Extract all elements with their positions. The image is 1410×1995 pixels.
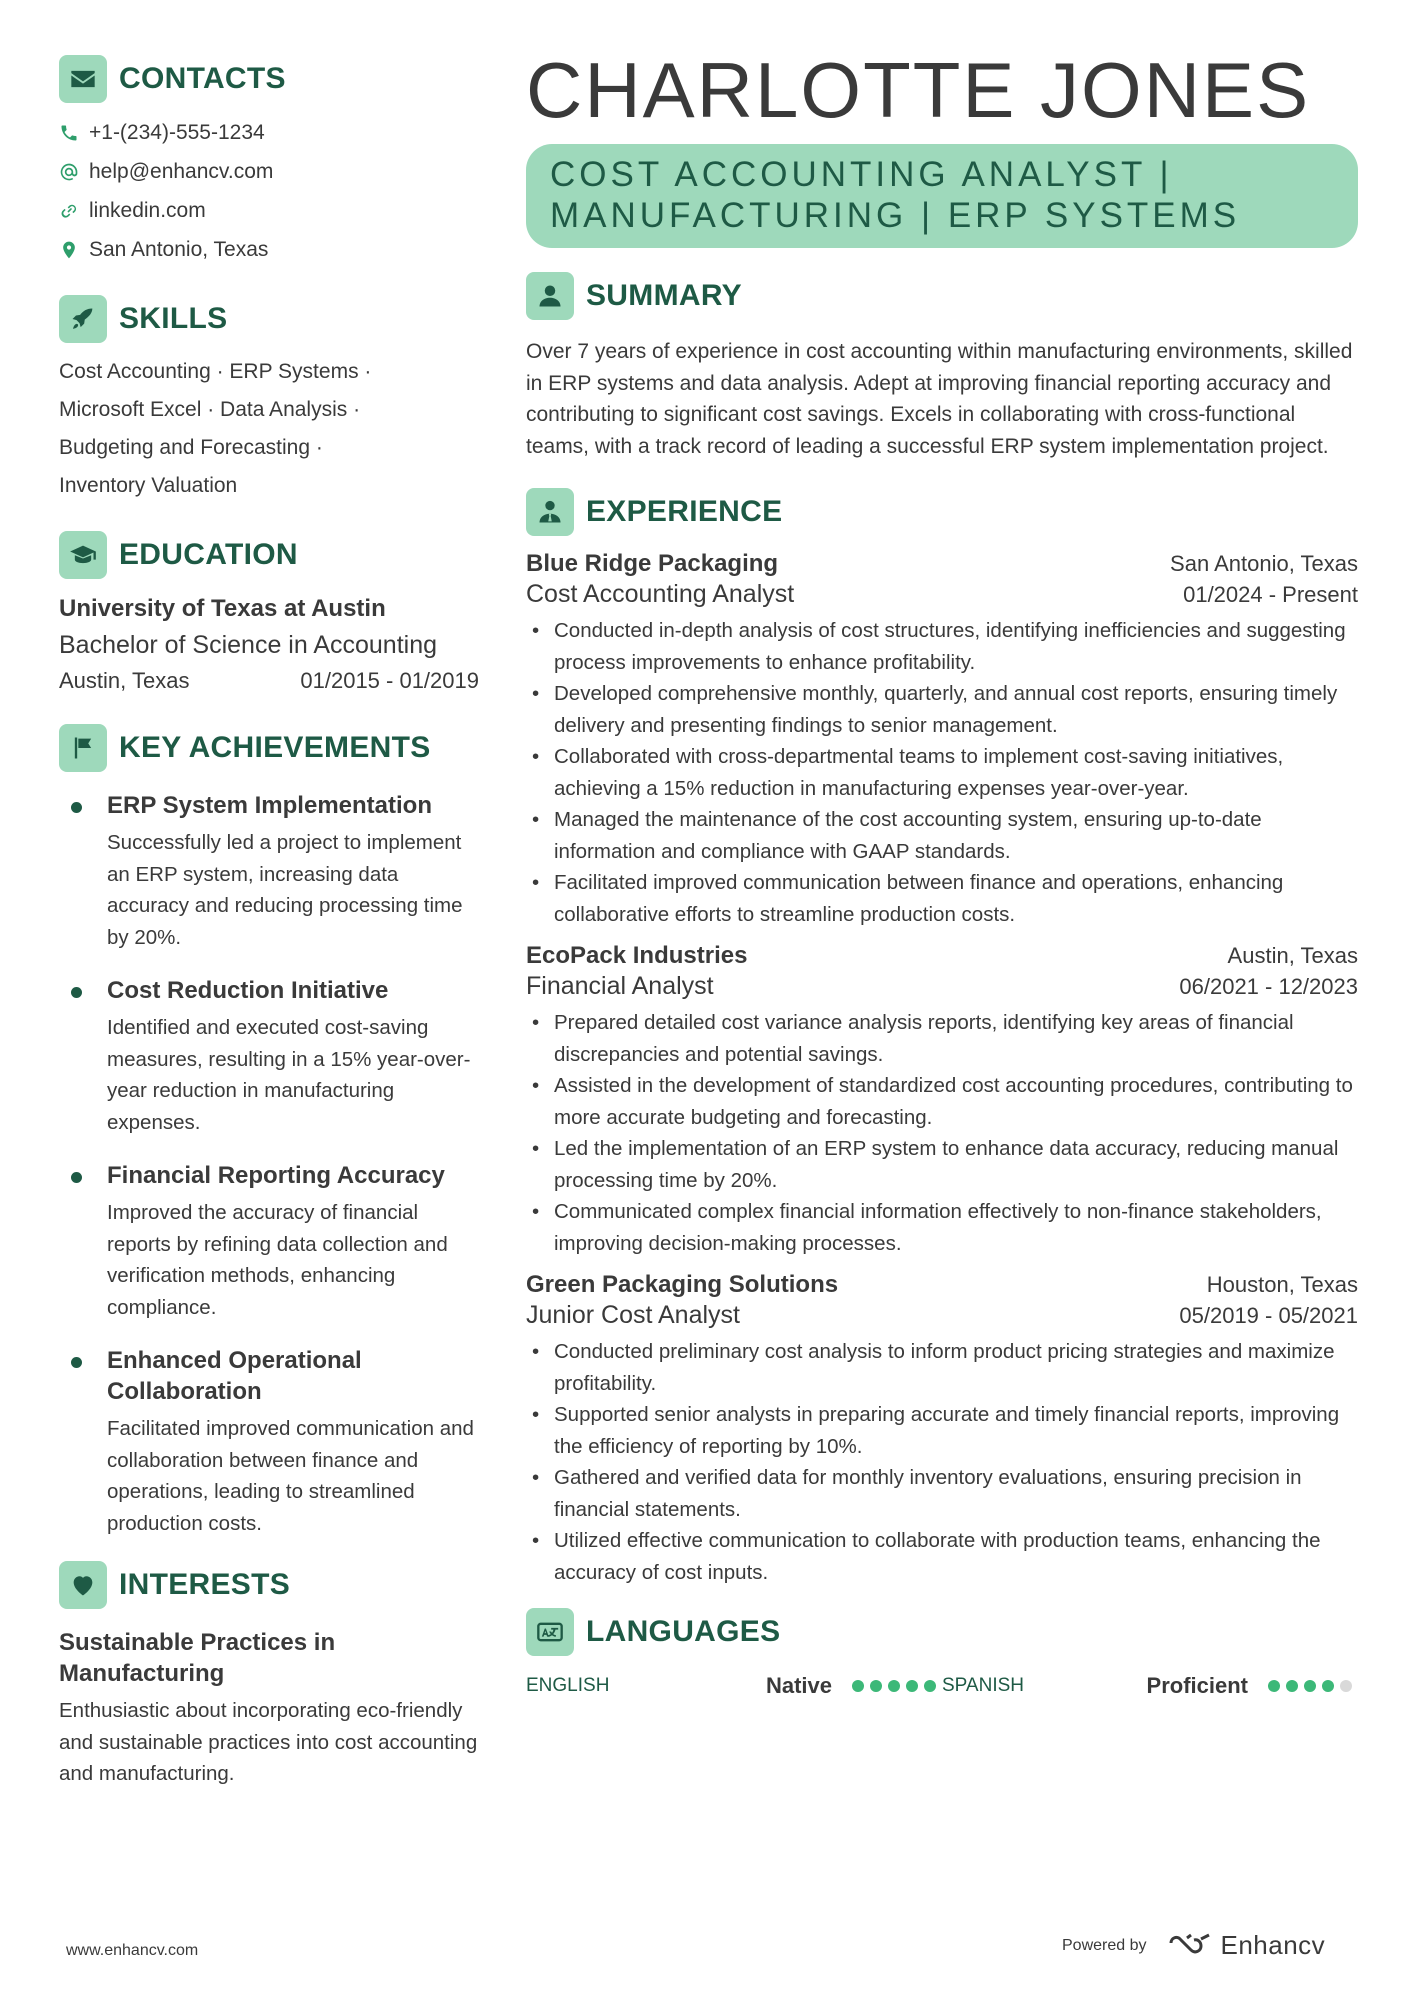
education-dates: 01/2015 - 01/2019 bbox=[300, 668, 479, 693]
rating-dot-filled bbox=[1286, 1680, 1298, 1692]
role-banner bbox=[526, 144, 1358, 248]
summary-title: SUMMARY bbox=[586, 279, 742, 312]
education-location: Austin, Texas bbox=[59, 668, 190, 693]
job-bullet: • Led the implementation of an ERP system to enhance data accuracy, reducing manual processing time by 20%. bbox=[526, 1133, 1358, 1196]
achievement-title: Enhanced Operational Collaboration bbox=[107, 1347, 362, 1405]
job-bullet: • Prepared detailed cost variance analysis reports, identifying key areas of financial discrepancies and potential savings. bbox=[526, 1007, 1358, 1070]
job-location: Austin, Texas bbox=[1227, 943, 1358, 968]
education-degree: Bachelor of Science in Accounting bbox=[59, 631, 438, 659]
contact-location bbox=[59, 230, 479, 269]
achievements-section bbox=[59, 724, 479, 1539]
footer-website[interactable]: www.enhancv.com bbox=[66, 1942, 199, 1959]
job-bullets bbox=[526, 615, 1358, 930]
achievement-item bbox=[59, 1345, 479, 1539]
achievement-desc: Facilitated improved communication and collaboration between finance and operations, leading to streamlined production costs. bbox=[107, 1417, 474, 1535]
skills-line: Microsoft Excel · Data Analysis · bbox=[59, 398, 361, 421]
powered-by-text: Powered by bbox=[1062, 1936, 1147, 1954]
contact-phone-text: +1-(234)-555-1234 bbox=[89, 120, 265, 144]
language-level: Native bbox=[765, 1673, 832, 1698]
language-name: SPANISH bbox=[942, 1675, 1025, 1696]
contact-email-text: help@enhancv.com bbox=[89, 159, 274, 183]
job-position: Financial Analyst bbox=[526, 972, 714, 1000]
brand-name: Enhancv bbox=[1220, 1930, 1326, 1960]
achievement-title: ERP System Implementation bbox=[107, 792, 432, 819]
experience-title: EXPERIENCE bbox=[586, 495, 783, 528]
contact-email[interactable] bbox=[59, 152, 479, 191]
interest-title: Sustainable Practices in Manufacturing bbox=[59, 1629, 336, 1687]
rating-dot-filled bbox=[888, 1680, 900, 1692]
contact-linkedin[interactable] bbox=[59, 191, 479, 230]
job-position: Cost Accounting Analyst bbox=[526, 580, 795, 608]
job-dates: 05/2019 - 05/2021 bbox=[1179, 1303, 1358, 1328]
language-item bbox=[526, 1673, 942, 1699]
job-company: EcoPack Industries bbox=[526, 942, 748, 969]
interests-section bbox=[59, 1561, 479, 1790]
job-bullets bbox=[526, 1336, 1358, 1588]
achievement-desc: Successfully led a project to implement an ERP system, increasing data accuracy and reducing processing time by 20%. bbox=[107, 831, 463, 949]
rating-dot-filled bbox=[906, 1680, 918, 1692]
right-column bbox=[526, 42, 1358, 1706]
job-entry bbox=[526, 1271, 1358, 1588]
skills-title: SKILLS bbox=[119, 302, 228, 335]
rating-dot-empty bbox=[1340, 1680, 1352, 1692]
footer-branding[interactable] bbox=[1062, 1930, 1325, 1961]
job-dates: 06/2021 - 12/2023 bbox=[1179, 974, 1358, 999]
job-bullet: • Developed comprehensive monthly, quarterly, and annual cost reports, ensuring timely delivery and presenting findings to senior management. bbox=[526, 678, 1358, 741]
skills-line: Cost Accounting · ERP Systems · bbox=[59, 360, 372, 383]
job-bullet: • Collaborated with cross-departmental teams to implement cost-saving initiatives, achieving a 15% reduction in manufacturing expenses year-over-year. bbox=[526, 741, 1358, 804]
language-item bbox=[942, 1673, 1358, 1699]
skills-section bbox=[59, 295, 479, 505]
job-bullet: • Supported senior analysts in preparing accurate and timely financial reports, improving the efficiency of reporting by 10%. bbox=[526, 1399, 1358, 1462]
rating-dot-filled bbox=[870, 1680, 882, 1692]
education-meta bbox=[59, 668, 479, 694]
graduation-cap-icon bbox=[59, 531, 107, 579]
bullet-dot bbox=[71, 987, 82, 998]
job-bullet: • Conducted in-depth analysis of cost structures, identifying inefficiencies and suggesting process improvements to enhance profitability. bbox=[526, 615, 1358, 678]
achievements-title: KEY ACHIEVEMENTS bbox=[119, 731, 431, 764]
contact-location-text: San Antonio, Texas bbox=[89, 237, 269, 261]
translate-icon bbox=[526, 1608, 574, 1656]
job-bullet: • Utilized effective communication to collaborate with production teams, enhancing the accuracy of cost inputs. bbox=[526, 1525, 1358, 1588]
language-rating bbox=[1268, 1680, 1358, 1692]
rocket-icon bbox=[59, 295, 107, 343]
contact-linkedin-text: linkedin.com bbox=[89, 198, 206, 222]
envelope-icon bbox=[59, 55, 107, 103]
job-dates: 01/2024 - Present bbox=[1183, 582, 1358, 607]
job-entry bbox=[526, 550, 1358, 930]
contacts-title: CONTACTS bbox=[119, 62, 286, 95]
contact-phone[interactable] bbox=[59, 113, 479, 152]
job-bullet: • Assisted in the development of standardized cost accounting procedures, contributing to more accurate budgeting and forecasting. bbox=[526, 1070, 1358, 1133]
job-bullet: • Gathered and verified data for monthly inventory evaluations, ensuring precision in financial statements. bbox=[526, 1462, 1358, 1525]
rating-dot-filled bbox=[1322, 1680, 1334, 1692]
job-location: Houston, Texas bbox=[1206, 1272, 1358, 1297]
rating-dot-filled bbox=[1268, 1680, 1280, 1692]
job-position: Junior Cost Analyst bbox=[526, 1301, 740, 1329]
job-entry bbox=[526, 942, 1358, 1259]
education-title: EDUCATION bbox=[119, 538, 298, 571]
job-company: Blue Ridge Packaging bbox=[526, 550, 779, 577]
job-bullet: • Communicated complex financial information effectively to non-finance stakeholders, improving decision-making processes. bbox=[526, 1196, 1358, 1259]
phone-icon bbox=[59, 123, 79, 143]
candidate-name: CHARLOTTE JONES bbox=[526, 46, 1311, 134]
achievement-title: Financial Reporting Accuracy bbox=[107, 1162, 445, 1189]
languages-row bbox=[526, 1666, 1358, 1706]
person-icon bbox=[526, 272, 574, 320]
link-icon bbox=[59, 201, 79, 221]
at-icon bbox=[59, 162, 79, 182]
location-pin-icon bbox=[59, 240, 79, 260]
languages-section bbox=[526, 1608, 1358, 1706]
heart-icon bbox=[59, 1561, 107, 1609]
job-location: San Antonio, Texas bbox=[1170, 551, 1358, 576]
achievement-desc: Identified and executed cost-saving measures, resulting in a 15% year-over-year reduction in manufacturing expenses. bbox=[107, 1016, 471, 1134]
bullet-dot bbox=[71, 1357, 82, 1368]
achievement-item bbox=[59, 975, 479, 1138]
left-column bbox=[59, 55, 479, 1790]
job-bullet: • Managed the maintenance of the cost accounting system, ensuring up-to-date information and compliance with GAAP standards. bbox=[526, 804, 1358, 867]
contacts-section bbox=[59, 55, 479, 269]
bullet-dot bbox=[71, 802, 82, 813]
education-school: University of Texas at Austin bbox=[59, 595, 386, 622]
flag-icon bbox=[59, 724, 107, 772]
enhancv-logo-icon bbox=[1167, 1930, 1215, 1961]
achievement-title: Cost Reduction Initiative bbox=[107, 977, 389, 1004]
interest-desc: Enthusiastic about incorporating eco-friendly and sustainable practices into cost accounting and manufacturing. bbox=[59, 1699, 478, 1785]
job-bullet: • Facilitated improved communication between finance and operations, enhancing collaborative efforts to streamline production costs. bbox=[526, 867, 1358, 930]
achievement-item bbox=[59, 790, 479, 953]
summary-section bbox=[526, 272, 1358, 462]
achievement-desc: Improved the accuracy of financial reports by refining data collection and verification methods, enhancing compliance. bbox=[107, 1201, 448, 1319]
rating-dot-filled bbox=[924, 1680, 936, 1692]
experience-section bbox=[526, 488, 1358, 1588]
education-section bbox=[59, 531, 479, 694]
rating-dot-filled bbox=[852, 1680, 864, 1692]
briefcase-person-icon bbox=[526, 488, 574, 536]
job-bullets bbox=[526, 1007, 1358, 1259]
languages-title: LANGUAGES bbox=[586, 1615, 781, 1648]
rating-dot-filled bbox=[1304, 1680, 1316, 1692]
skills-list bbox=[59, 353, 479, 505]
achievement-item bbox=[59, 1160, 479, 1323]
language-level: Proficient bbox=[1146, 1673, 1248, 1698]
summary-text: Over 7 years of experience in cost accounting within manufacturing environments, skilled in ERP systems and data analysis. Adept at improving financial reporting accuracy and contributing to significant cost savings. Excels in collaborating with cross-functional teams, with a track record of leading a successful ERP system implementation project. bbox=[526, 340, 1353, 458]
skills-line: Inventory Valuation bbox=[59, 474, 238, 497]
language-name: ENGLISH bbox=[526, 1675, 610, 1696]
bullet-dot bbox=[71, 1172, 82, 1183]
language-rating bbox=[852, 1680, 942, 1692]
job-company: Green Packaging Solutions bbox=[526, 1271, 839, 1298]
role-title: COST ACCOUNTING ANALYST | MANUFACTURING | ERP SYSTEMS bbox=[550, 155, 1241, 235]
interests-title: INTERESTS bbox=[119, 1568, 291, 1601]
job-bullet: • Conducted preliminary cost analysis to inform product pricing strategies and maximize profitability. bbox=[526, 1336, 1358, 1399]
skills-line: Budgeting and Forecasting · bbox=[59, 436, 323, 459]
